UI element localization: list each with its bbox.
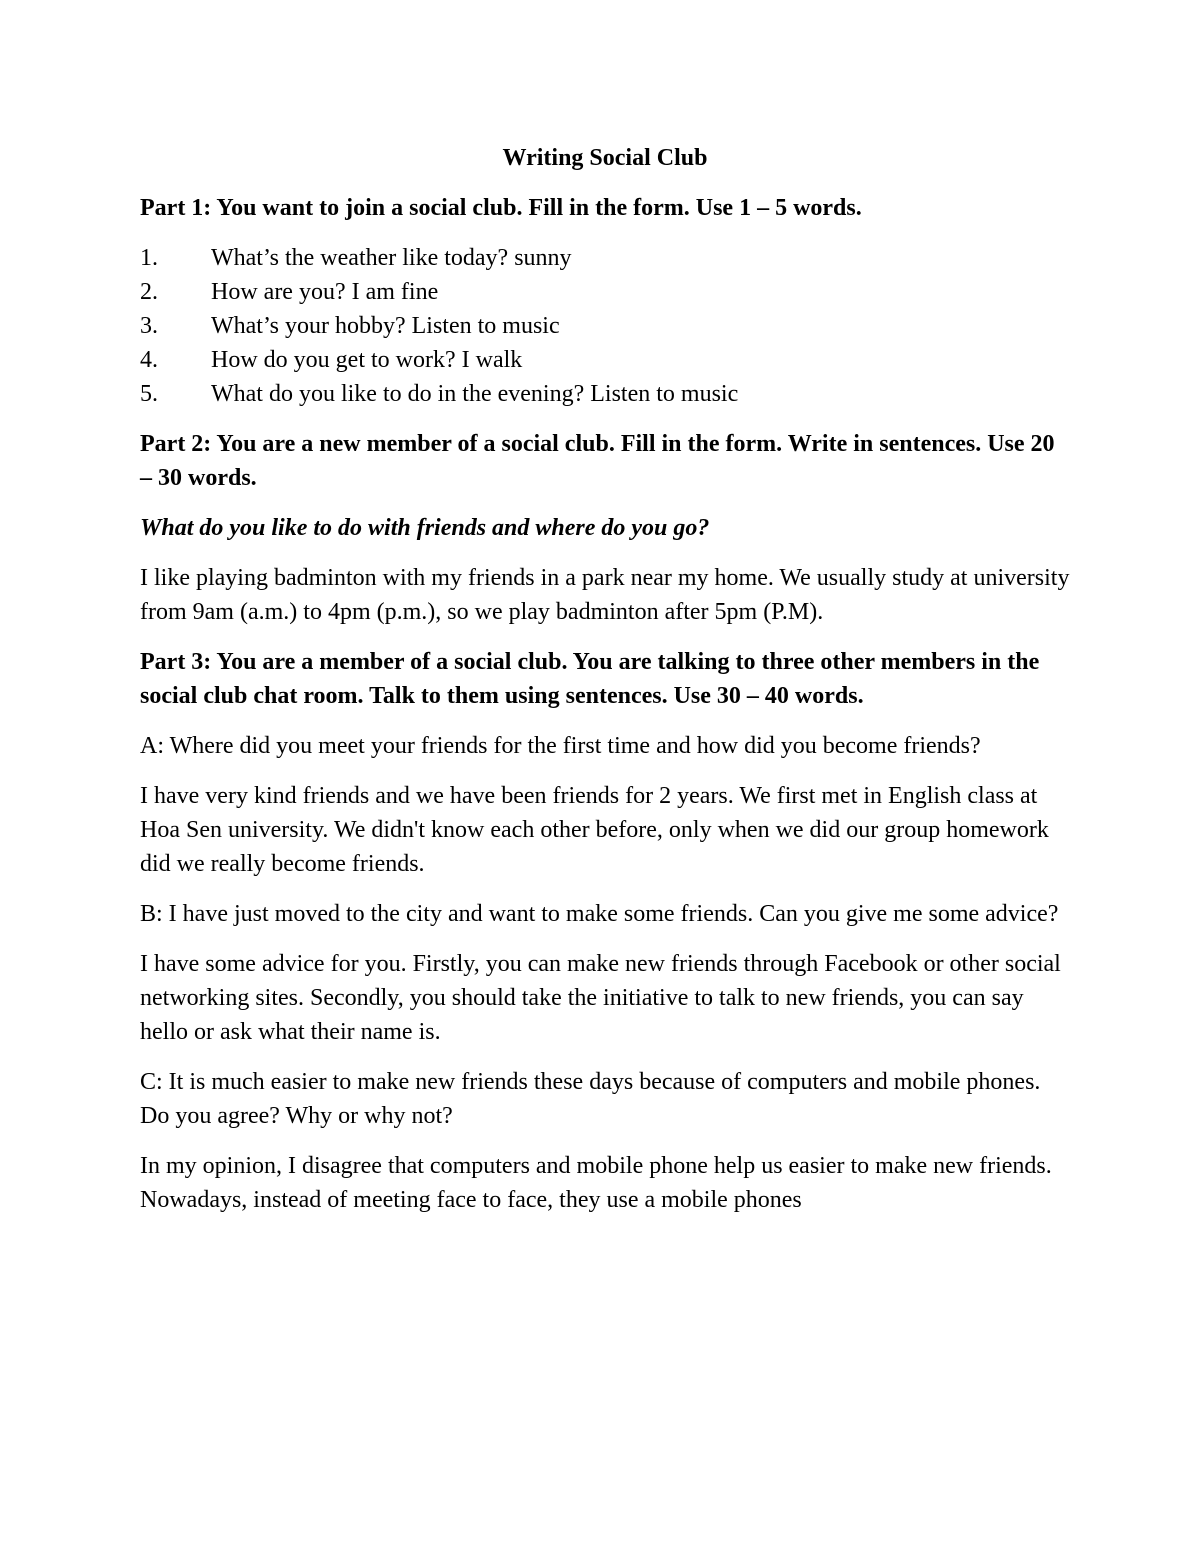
list-item-text: What’s the weather like today? sunny	[211, 245, 572, 271]
part2-answer: I like playing badminton with my friends in a park near my home. We usually study at university from 9am (a.m.) to 4pm (p.m.), so we play badminton after 5pm (P.M).	[140, 565, 1070, 625]
list-item	[140, 377, 1070, 411]
list-item-text: How do you get to work? I walk	[211, 347, 523, 373]
document-title: Writing Social Club	[502, 145, 708, 171]
part3-answer-b: I have some advice for you. Firstly, you can make new friends through Facebook or other social networking sites. Secondly, you should take the initiative to talk to new friends, you can say hello or ask what their name is.	[140, 951, 1061, 1045]
list-item-number: 4.	[140, 347, 158, 373]
part1-question-list	[140, 241, 1070, 411]
part3-answer-c: In my opinion, I disagree that computers and mobile phone help us easier to make new friends. Nowadays, instead of meeting face to face, they use a mobile phones	[140, 1153, 1052, 1213]
list-item	[140, 275, 1070, 309]
part3-question-a: A: Where did you meet your friends for the first time and how did you become friends?	[140, 733, 981, 759]
part2-heading: Part 2: You are a new member of a social club. Fill in the form. Write in sentences. Use 20 – 30 words.	[140, 431, 1055, 491]
list-item-number: 3.	[140, 313, 158, 339]
part2-prompt: What do you like to do with friends and where do you go?	[140, 515, 710, 541]
part3-answer-a: I have very kind friends and we have been friends for 2 years. We first met in English class at Hoa Sen university. We didn't know each other before, only when we did our group homework did we really become friends.	[140, 783, 1049, 877]
list-item-number: 1.	[140, 245, 158, 271]
list-item-number: 2.	[140, 279, 158, 305]
document-page	[140, 141, 1070, 1233]
list-item-number: 5.	[140, 381, 158, 407]
list-item-text: What’s your hobby? Listen to music	[211, 313, 560, 339]
part1-heading: Part 1: You want to join a social club. Fill in the form. Use 1 – 5 words.	[140, 195, 862, 221]
list-item	[140, 241, 1070, 275]
list-item-text: What do you like to do in the evening? Listen to music	[211, 381, 739, 407]
list-item	[140, 309, 1070, 343]
list-item	[140, 343, 1070, 377]
part3-question-b: B: I have just moved to the city and want to make some friends. Can you give me some advice?	[140, 901, 1059, 927]
list-item-text: How are you? I am fine	[211, 279, 439, 305]
part3-heading: Part 3: You are a member of a social club. You are talking to three other members in the social club chat room. Talk to them using sentences. Use 30 – 40 words.	[140, 649, 1040, 709]
part3-question-c: C: It is much easier to make new friends these days because of computers and mobile phones. Do you agree? Why or why not?	[140, 1069, 1041, 1129]
